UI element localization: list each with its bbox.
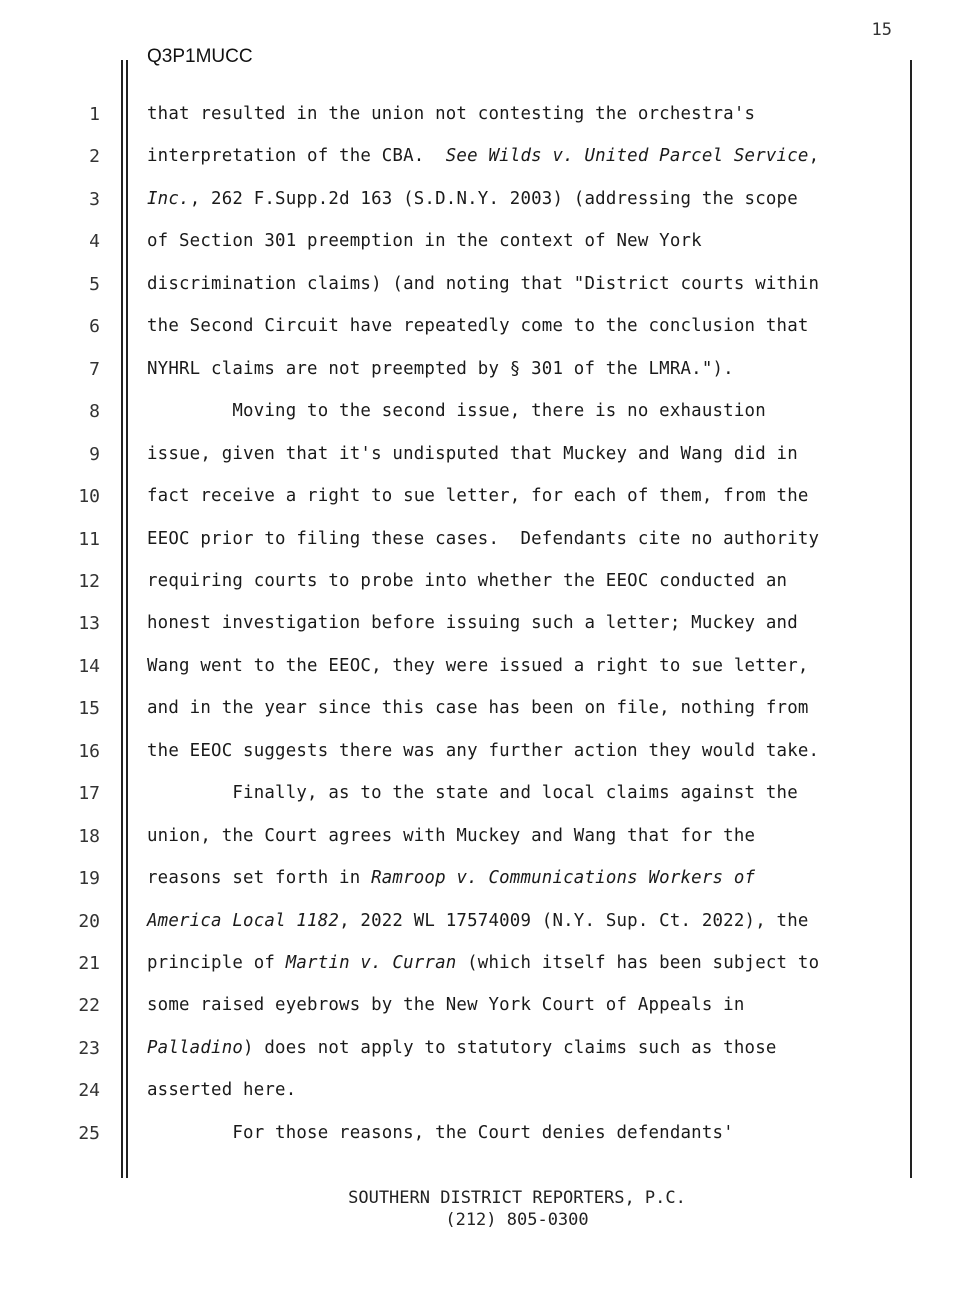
transcript-line: [147, 826, 755, 846]
line-number: 7: [89, 358, 100, 380]
case-citation: Palladino: [147, 1037, 244, 1058]
transcript-line: [147, 953, 819, 973]
case-identifier: Q3P1MUCC: [147, 46, 253, 67]
line-text: and in the year since this case has been on file, nothing from: [147, 698, 809, 719]
line-number: 9: [89, 443, 100, 465]
transcript-line: [147, 571, 787, 591]
case-citation: Inc.: [147, 188, 190, 209]
line-text: honest investigation before issuing such a letter; Muckey and: [147, 613, 798, 634]
transcript-line: [147, 359, 734, 379]
right-margin-rule: [910, 60, 912, 1178]
transcript-line: [147, 783, 798, 803]
case-citation: America Local 1182: [147, 910, 340, 931]
transcript-line: [147, 401, 766, 421]
transcript-line: [147, 911, 809, 931]
line-text: principle of: [147, 953, 286, 973]
line-number: 22: [78, 995, 100, 1017]
line-text: Wang went to the EEOC, they were issued a right to sue letter,: [147, 655, 809, 676]
line-number: 23: [78, 1037, 100, 1059]
line-text: of Section 301 preemption in the context of New York: [147, 231, 702, 252]
line-number: 12: [78, 570, 100, 592]
line-text: Moving to the second issue, there is no exhaustion: [147, 401, 766, 422]
line-number: 14: [78, 655, 100, 677]
case-citation: See Wilds v. United Parcel Service: [445, 146, 809, 167]
transcript-line: [147, 444, 798, 464]
line-text: ,: [808, 146, 820, 167]
line-text: asserted here.: [147, 1080, 297, 1101]
line-number: 13: [78, 613, 100, 635]
line-number: 19: [78, 868, 100, 890]
reporter-phone: (212) 805-0300: [445, 1210, 589, 1230]
transcript-line: [147, 146, 819, 166]
line-number: 2: [89, 146, 100, 168]
page-number: 15: [871, 20, 892, 40]
line-number: 5: [89, 273, 100, 295]
line-number: 6: [89, 316, 100, 338]
line-text: that resulted in the union not contesting the orchestra's: [147, 104, 756, 124]
line-text: some raised eyebrows by the New York Court of Appeals in: [147, 995, 745, 1016]
line-number: 16: [78, 740, 100, 762]
line-text: , 2022 WL 17574009 (N.Y. Sup. Ct. 2022), the: [339, 910, 809, 931]
transcript-line: [147, 104, 755, 124]
line-number: 25: [78, 1122, 100, 1144]
transcript-line: [147, 274, 819, 294]
transcript-line: [147, 1123, 734, 1143]
line-text: ) does not apply to statutory claims such as those: [243, 1037, 777, 1058]
line-text: discrimination claims) (and noting that "District courts within: [147, 273, 820, 294]
transcript-line: [147, 995, 745, 1015]
transcript-line: [147, 656, 809, 676]
line-number: 3: [89, 188, 100, 210]
line-text: reasons set forth in: [147, 868, 372, 889]
case-citation: Martin v. Curran: [285, 953, 457, 973]
line-number: 17: [78, 783, 100, 805]
line-text: issue, given that it's undisputed that Muckey and Wang did in: [147, 443, 798, 464]
transcript-line: [147, 189, 798, 209]
line-number: 4: [89, 231, 100, 253]
transcript-line: [147, 868, 755, 888]
case-citation: Ramroop v. Communications Workers of: [371, 868, 756, 889]
transcript-line: [147, 698, 809, 718]
transcript-line: [147, 316, 809, 336]
line-text: fact receive a right to sue letter, for each of them, from the: [147, 486, 809, 507]
transcript-line: [147, 486, 809, 506]
reporter-name: SOUTHERN DISTRICT REPORTERS, P.C.: [348, 1188, 686, 1208]
left-margin-rule-outer: [121, 60, 123, 1178]
line-text: NYHRL claims are not preempted by § 301 of the LMRA.").: [147, 358, 734, 379]
line-text: Finally, as to the state and local claims against the: [147, 783, 798, 804]
line-text: the EEOC suggests there was any further action they would take.: [147, 740, 820, 761]
line-text: For those reasons, the Court denies defendants': [147, 1122, 734, 1143]
transcript-line: [147, 1080, 296, 1100]
line-text: union, the Court agrees with Muckey and Wang that for the: [147, 825, 756, 846]
line-number: 20: [78, 910, 100, 932]
line-number: 24: [78, 1080, 100, 1102]
line-text: , 262 F.Supp.2d 163 (S.D.N.Y. 2003) (addressing the scope: [189, 188, 798, 209]
transcript-line: [147, 1038, 777, 1058]
transcript-line: [147, 529, 819, 549]
transcript-line: [147, 613, 798, 633]
left-margin-rule-inner: [126, 60, 128, 1178]
line-text: EEOC prior to filing these cases. Defendants cite no authority: [147, 528, 820, 549]
line-text: (which itself has been subject to: [456, 953, 820, 973]
line-text: requiring courts to probe into whether the EEOC conducted an: [147, 570, 788, 591]
transcript-line: [147, 231, 702, 251]
transcript-line: [147, 741, 819, 761]
line-text: the Second Circuit have repeatedly come to the conclusion that: [147, 316, 809, 337]
line-number: 8: [89, 401, 100, 423]
line-number: 18: [78, 825, 100, 847]
line-text: interpretation of the CBA.: [147, 146, 446, 167]
line-number: 1: [89, 104, 100, 125]
line-number: 21: [78, 953, 100, 974]
line-number: 15: [78, 698, 100, 720]
line-number: 11: [78, 528, 100, 550]
line-number: 10: [78, 486, 100, 508]
